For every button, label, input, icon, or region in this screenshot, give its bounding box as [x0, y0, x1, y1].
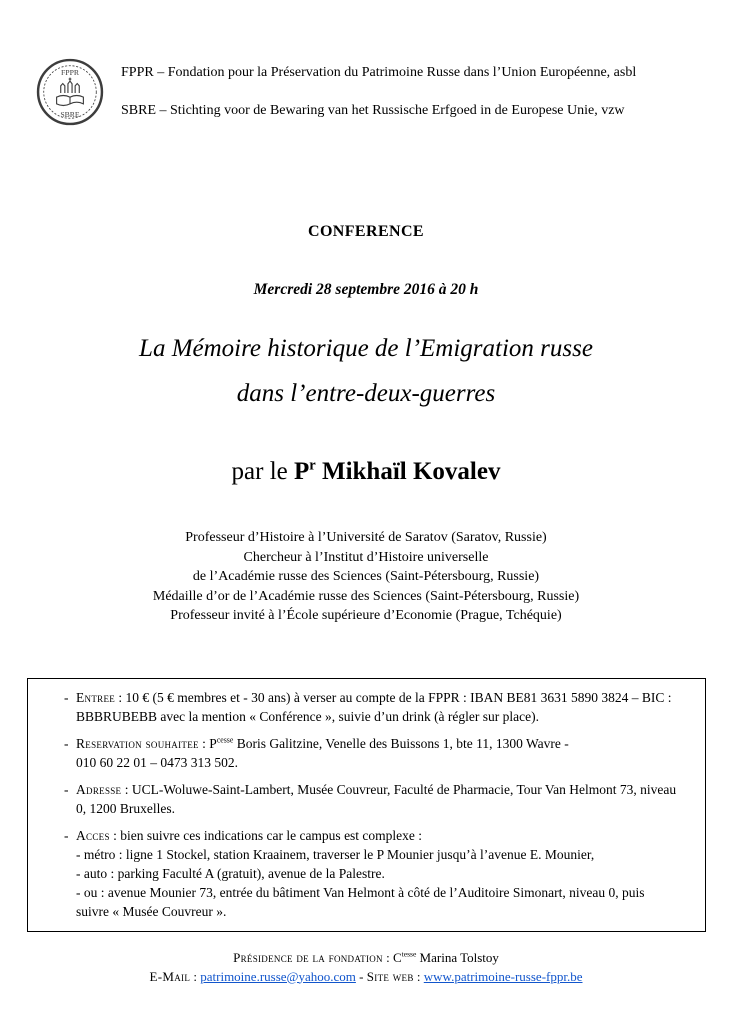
reservation-label: Reservation souhaitee [76, 735, 199, 751]
acces-auto-line: - auto : parking Faculté A (gratuit), avenue de la Palestre. [76, 865, 385, 881]
reservation-pre: : P [202, 735, 217, 751]
email-label: E-Mail [149, 968, 191, 984]
presidence-pre: : C [382, 949, 402, 965]
info-item-acces [64, 826, 679, 921]
acces-label: Acces [76, 827, 110, 843]
event-date: Mercredi 28 septembre 2016 à 20 h [253, 281, 479, 298]
credential-line: Professeur d’Histoire à l’Université de Saratov (Saratov, Russie) [185, 530, 547, 545]
acces-ou-line: - ou : avenue Mounier 73, entrée du bâtiment Van Helmont à côté de l’Auditoire Simonart, niveau 0, puis suivre « Musée Couvreur ». [76, 884, 645, 919]
email-colon: : [190, 968, 201, 984]
info-item-adresse [64, 780, 679, 818]
org-line-fppr: FPPR – Fondation pour la Préservation du Patrimoine Russe dans l’Union Européenne, asbl [121, 65, 637, 80]
site-label: Site web [366, 968, 414, 984]
reservation-text: Boris Galitzine, Venelle des Buissons 1, bte 11, 1300 Wavre - [233, 735, 569, 751]
footer-presidence-line [0, 948, 732, 967]
reservation-sup: cesse [216, 735, 234, 744]
org-line-sbre: SBRE – Stichting voor de Bewaring van het Russische Erfgoed in de Europese Unie, vzw [121, 103, 625, 118]
conference-heading: CONFERENCE [307, 223, 424, 240]
bullet-dash: - [64, 827, 69, 843]
event-title-line1: La Mémoire historique de l’Emigration russe [139, 335, 593, 362]
entree-text: : 10 € (5 € membres et - 30 ans) à verser au compte de la FPPR : IBAN BE81 3631 5890 3824 – BIC : BBBRUBEBB avec la mention « Conférence », suivie d’un drink (à régler sur place). [76, 689, 672, 724]
acces-text: : bien suivre ces indications car le campus est complexe : [113, 827, 423, 843]
presidence-name: Marina Tolstoy [416, 949, 499, 965]
event-title [0, 326, 732, 416]
email-link[interactable]: patrimoine.russe@yahoo.com [200, 968, 356, 984]
site-colon: : [413, 968, 424, 984]
org-names [121, 63, 704, 121]
presidence-sup: tesse [401, 949, 417, 959]
speaker-name: Mikhaïl Kovalev [315, 458, 501, 485]
bullet-dash: - [64, 781, 69, 797]
info-item-reservation [64, 734, 679, 772]
speaker-line [0, 456, 732, 488]
info-item-entree [64, 688, 679, 726]
info-box [27, 678, 706, 932]
fppr-seal-logo [36, 58, 104, 126]
presidence-label: Présidence de la fondation [233, 949, 383, 965]
acces-metro-line: - métro : ligne 1 Stockel, station Kraainem, traverser le P Mounier jusqu’à l’avenue E. Mounier, [76, 846, 595, 862]
credentials [0, 528, 732, 626]
adresse-text: : UCL-Woluwe-Saint-Lambert, Musée Couvreur, Faculté de Pharmacie, Tour Van Helmont 73, niveau 0, 1200 Bruxelles. [76, 781, 677, 816]
bullet-dash: - [64, 735, 69, 751]
reservation-phone-line: 010 60 22 01 – 0473 313 502. [76, 754, 238, 770]
credential-line: de l’Académie russe des Sciences (Saint-Pétersbourg, Russie) [192, 569, 540, 584]
event-title-line2: dans l’entre-deux-guerres [236, 380, 496, 407]
website-link[interactable]: www.patrimoine-russe-fppr.be [423, 968, 583, 984]
speaker-title-sup: r [309, 457, 316, 474]
header [0, 0, 732, 126]
credential-line: Professeur invité à l’École supérieure d’Economie (Prague, Tchéquie) [170, 608, 562, 623]
entree-label: Entree [76, 689, 116, 705]
seal-top-text: FPPR [60, 68, 80, 77]
adresse-label: Adresse [76, 781, 122, 797]
speaker-title: P [294, 458, 310, 485]
seal-bottom-text: SBRE [60, 110, 80, 120]
credential-line: Médaille d’or de l’Académie russe des Sciences (Saint-Pétersbourg, Russie) [152, 588, 580, 604]
credential-line: Chercheur à l’Institut d’Histoire universelle [243, 549, 489, 565]
footer-contacts-line [0, 967, 732, 986]
contacts-separator: - [355, 968, 367, 984]
footer [0, 948, 732, 986]
speaker-prefix: par le [231, 458, 294, 485]
seal-emblem [57, 78, 84, 106]
bullet-dash: - [64, 689, 69, 705]
